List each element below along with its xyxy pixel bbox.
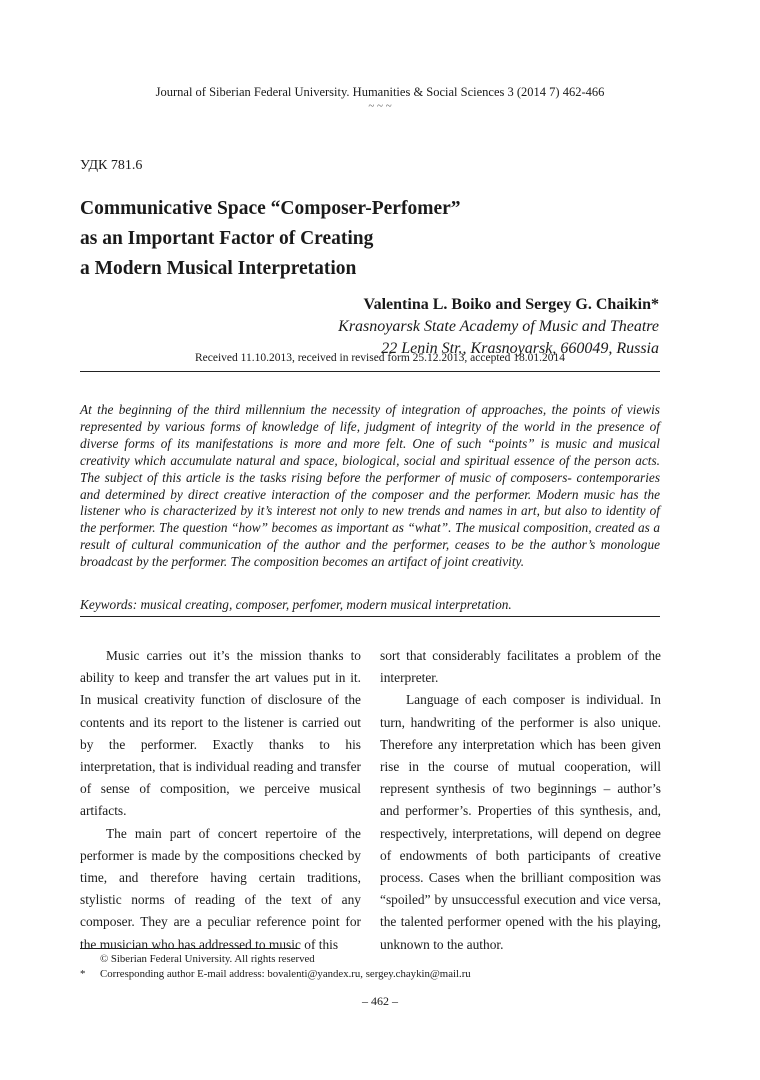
author-names: Valentina L. Boiko and Sergey G. Chaikin* xyxy=(363,296,659,313)
author-address: 22 Lenin Str., Krasnoyarsk, 660049, Russia xyxy=(381,340,659,357)
footnote-text: Corresponding author E-mail address: bovalenti@yandex.ru, sergey.chaykin@mail.ru xyxy=(100,968,471,980)
body-column-right xyxy=(380,645,661,956)
body-column-left xyxy=(80,645,361,956)
paragraph: The main part of concert repertoire of the performer is made by the compositions checked by time, and therefore having certain traditions, stylistic norms of reading of the text of any composer. They are a peculiar reference point for the musician who has addressed to music of this xyxy=(80,825,361,952)
article-title xyxy=(80,194,660,284)
title-line-1: Communicative Space “Composer-Perfomer” xyxy=(80,198,461,219)
paragraph: Music carries out it’s the mission thanks to ability to keep and transfer the art values put in it. In musical creativity function of disclosure of the contents and its report to the listener is carried out by the performer. Exactly thanks to his interpretation, that is individual reading and transfer of sense of composition, we perceive musical artifacts. xyxy=(80,648,361,819)
footnote-marker: * xyxy=(80,968,86,980)
author-block xyxy=(338,294,659,360)
copyright-footnote: © Siberian Federal University. All rights reserved xyxy=(100,953,315,965)
title-line-2: as an Important Factor of Creating xyxy=(80,228,374,249)
abstract: At the beginning of the third millennium the necessity of integration of approaches, the points of viewis represented by various forms of knowledge of life, judgment of integrity of the world in the presence of diverse forms of its manifestations is more and more felt. One of such “points” is music and musical creativity which accumulate natural and space, biological, social and spiritual essence of the person acts. The subject of this article is the tasks rising before the performer of music of composers- contemporaries and determined by direct creative interaction of the composer and the performer. Modern music has the listener who is characterized by it’s interest not only to new trends and names in art, but also to identity of the performer. The question “how” becomes as important as “what”. The musical composition, created as a result of cultural communication of the author and the performer, ceases to be the author’s monologue broadcast by the performer. The composition becomes an artifact of joint creativity. xyxy=(80,402,660,570)
paragraph: sort that considerably facilitates a problem of the interpreter. xyxy=(380,648,661,686)
journal-header: Journal of Siberian Federal University. Humanities & Social Sciences 3 (2014 7) 462-466 xyxy=(155,85,605,99)
page-number: – 462 – xyxy=(362,994,398,1008)
abstract-top-rule xyxy=(80,371,660,372)
paragraph: Language of each composer is individual. In turn, handwriting of the performer is also unique. Therefore any interpretation which has been given rise in the course of mutual cooperation, will represent synthesis of two beginnings – author’s and performer’s. Properties of this synthesis, and, respectively, interpretations, will depend on degree of endowments of both participants of creative process. Cases when the brilliant composition was “spoiled” by unsuccessful execution and vice versa, the talented performer opened with the his playing, unknown to the author. xyxy=(380,692,661,952)
title-line-3: a Modern Musical Interpretation xyxy=(80,258,357,279)
author-affiliation: Krasnoyarsk State Academy of Music and Theatre xyxy=(338,318,659,335)
corresponding-author-footnote xyxy=(80,967,471,981)
udk-code: УДК 781.6 xyxy=(80,158,143,173)
keywords: Keywords: musical creating, composer, perfomer, modern musical interpretation. xyxy=(80,597,512,612)
received-dates: Received 11.10.2013, received in revised form 25.12.2013, accepted 18.01.2014 xyxy=(194,352,566,364)
header-ornament: ~ ~ ~ xyxy=(368,100,392,112)
footnote-rule xyxy=(80,948,300,949)
abstract-bottom-rule xyxy=(80,616,660,617)
